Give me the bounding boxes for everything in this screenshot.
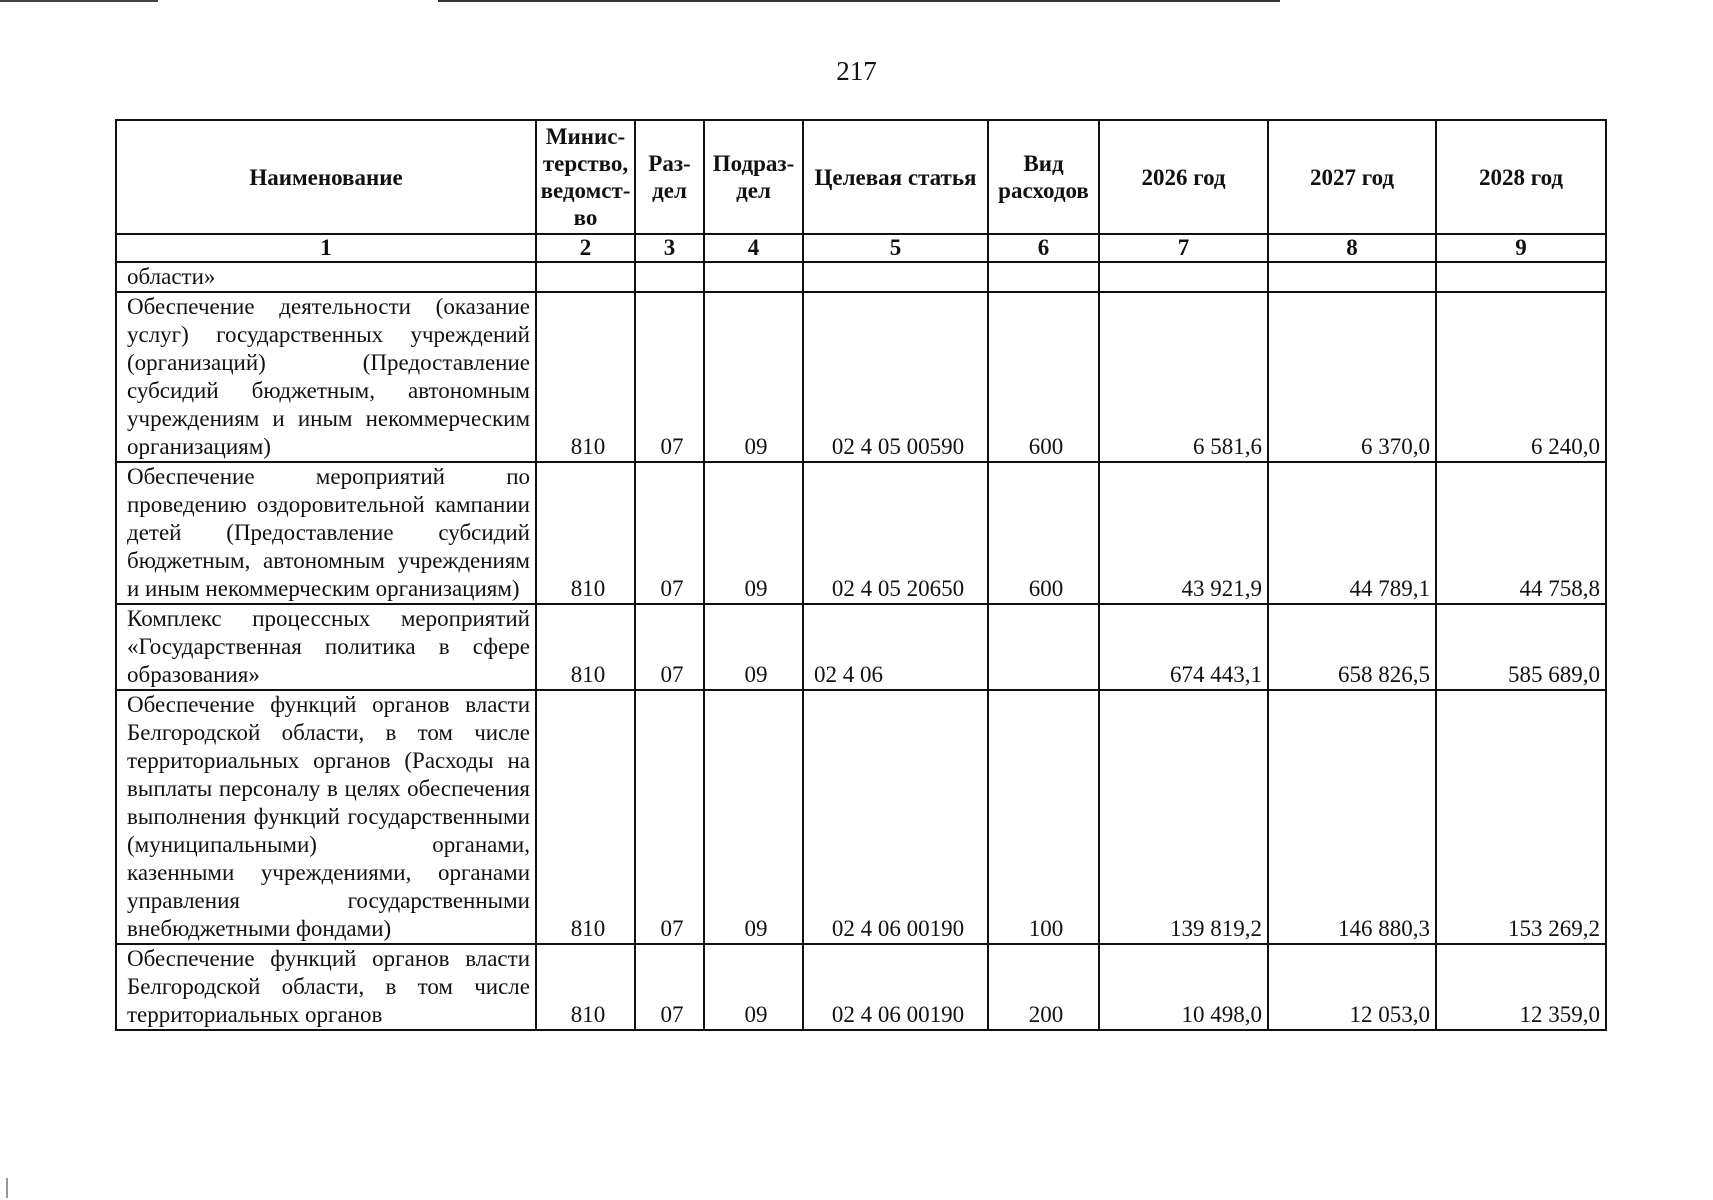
column-number: 6 xyxy=(988,234,1099,262)
header-subsection: Подраз-дел xyxy=(704,120,803,234)
budget-table xyxy=(115,119,1607,1031)
table-row xyxy=(116,292,1606,462)
row-expense-type: 200 xyxy=(988,944,1099,1030)
row-section: 07 xyxy=(635,944,704,1030)
row-2027: 44 789,1 xyxy=(1268,462,1436,604)
row-2026: 6 581,6 xyxy=(1099,292,1268,462)
row-expense-type: 600 xyxy=(988,462,1099,604)
row-name: Обеспечение функций органов власти Белгородской области, в том числе территориальных органов (Расходы на выплаты персоналу в целях обеспечения выполнения функций государственными (муниципальными) органами, казенными учреждениями, органами управления государственными внебюджетными фондами) xyxy=(116,690,536,944)
row-ministry: 810 xyxy=(536,690,635,944)
row-target: 02 4 05 20650 xyxy=(803,462,988,604)
table-row xyxy=(116,462,1606,604)
column-number: 3 xyxy=(635,234,704,262)
row-section: 07 xyxy=(635,462,704,604)
header-target: Целевая статья xyxy=(803,120,988,234)
row-name: Комплекс процессных мероприятий «Государственная политика в сфере образования» xyxy=(116,604,536,690)
row-2026: 674 443,1 xyxy=(1099,604,1268,690)
row-2026: 10 498,0 xyxy=(1099,944,1268,1030)
row-subsection: 09 xyxy=(704,292,803,462)
column-number: 5 xyxy=(803,234,988,262)
table-row xyxy=(116,944,1606,1030)
row-2028: 44 758,8 xyxy=(1436,462,1606,604)
row-subsection: 09 xyxy=(704,690,803,944)
row-expense-type: 100 xyxy=(988,690,1099,944)
row-target: 02 4 06 xyxy=(803,604,988,690)
page-number: 217 xyxy=(836,56,877,86)
row-ministry: 810 xyxy=(536,604,635,690)
row-2028: 585 689,0 xyxy=(1436,604,1606,690)
table-row xyxy=(116,690,1606,944)
row-expense-type xyxy=(988,262,1099,292)
scan-artifact-mark xyxy=(6,1178,8,1198)
row-2027: 658 826,5 xyxy=(1268,604,1436,690)
row-ministry: 810 xyxy=(536,944,635,1030)
column-number: 4 xyxy=(704,234,803,262)
column-number: 2 xyxy=(536,234,635,262)
row-2027: 146 880,3 xyxy=(1268,690,1436,944)
row-target: 02 4 05 00590 xyxy=(803,292,988,462)
table-row xyxy=(116,262,1606,292)
row-section: 07 xyxy=(635,690,704,944)
row-expense-type: 600 xyxy=(988,292,1099,462)
row-section: 07 xyxy=(635,292,704,462)
row-2027: 6 370,0 xyxy=(1268,292,1436,462)
row-name: Обеспечение функций органов власти Белгородской области, в том числе территориальных органов xyxy=(116,944,536,1030)
column-number: 8 xyxy=(1268,234,1436,262)
row-subsection: 09 xyxy=(704,944,803,1030)
row-section xyxy=(635,262,704,292)
row-2027 xyxy=(1268,262,1436,292)
row-subsection xyxy=(704,262,803,292)
row-2028: 6 240,0 xyxy=(1436,292,1606,462)
row-section: 07 xyxy=(635,604,704,690)
row-target: 02 4 06 00190 xyxy=(803,944,988,1030)
header-section: Раз-дел xyxy=(635,120,704,234)
row-ministry: 810 xyxy=(536,462,635,604)
row-2026 xyxy=(1099,262,1268,292)
row-2026: 139 819,2 xyxy=(1099,690,1268,944)
row-name: области» xyxy=(116,262,536,292)
row-2026: 43 921,9 xyxy=(1099,462,1268,604)
row-2028: 153 269,2 xyxy=(1436,690,1606,944)
row-expense-type xyxy=(988,604,1099,690)
column-number: 1 xyxy=(116,234,536,262)
row-ministry xyxy=(536,262,635,292)
header-ministry: Минис-терство, ведомст-во xyxy=(536,120,635,234)
row-target xyxy=(803,262,988,292)
row-2027: 12 053,0 xyxy=(1268,944,1436,1030)
column-number: 7 xyxy=(1099,234,1268,262)
header-name: Наименование xyxy=(116,120,536,234)
row-2028: 12 359,0 xyxy=(1436,944,1606,1030)
table-row xyxy=(116,604,1606,690)
row-2028 xyxy=(1436,262,1606,292)
row-ministry: 810 xyxy=(536,292,635,462)
row-subsection: 09 xyxy=(704,604,803,690)
row-subsection: 09 xyxy=(704,462,803,604)
header-2026: 2026 год xyxy=(1099,120,1268,234)
header-expense-type: Вид расходов xyxy=(988,120,1099,234)
column-number-row xyxy=(116,234,1606,262)
header-2027: 2027 год xyxy=(1268,120,1436,234)
row-name: Обеспечение деятельности (оказание услуг) государственных учреждений (организаций) (Предоставление субсидий бюджетным, автономным учреждениям и иным некоммерческим организациям) xyxy=(116,292,536,462)
column-number: 9 xyxy=(1436,234,1606,262)
header-2028: 2028 год xyxy=(1436,120,1606,234)
scan-artifact-line xyxy=(438,0,1280,2)
row-name: Обеспечение мероприятий по проведению оздоровительной кампании детей (Предоставление субсидий бюджетным, автономным учреждениям и иным некоммерческим организациям) xyxy=(116,462,536,604)
scan-artifact-line xyxy=(0,0,158,2)
row-target: 02 4 06 00190 xyxy=(803,690,988,944)
table-header-row xyxy=(116,120,1606,234)
